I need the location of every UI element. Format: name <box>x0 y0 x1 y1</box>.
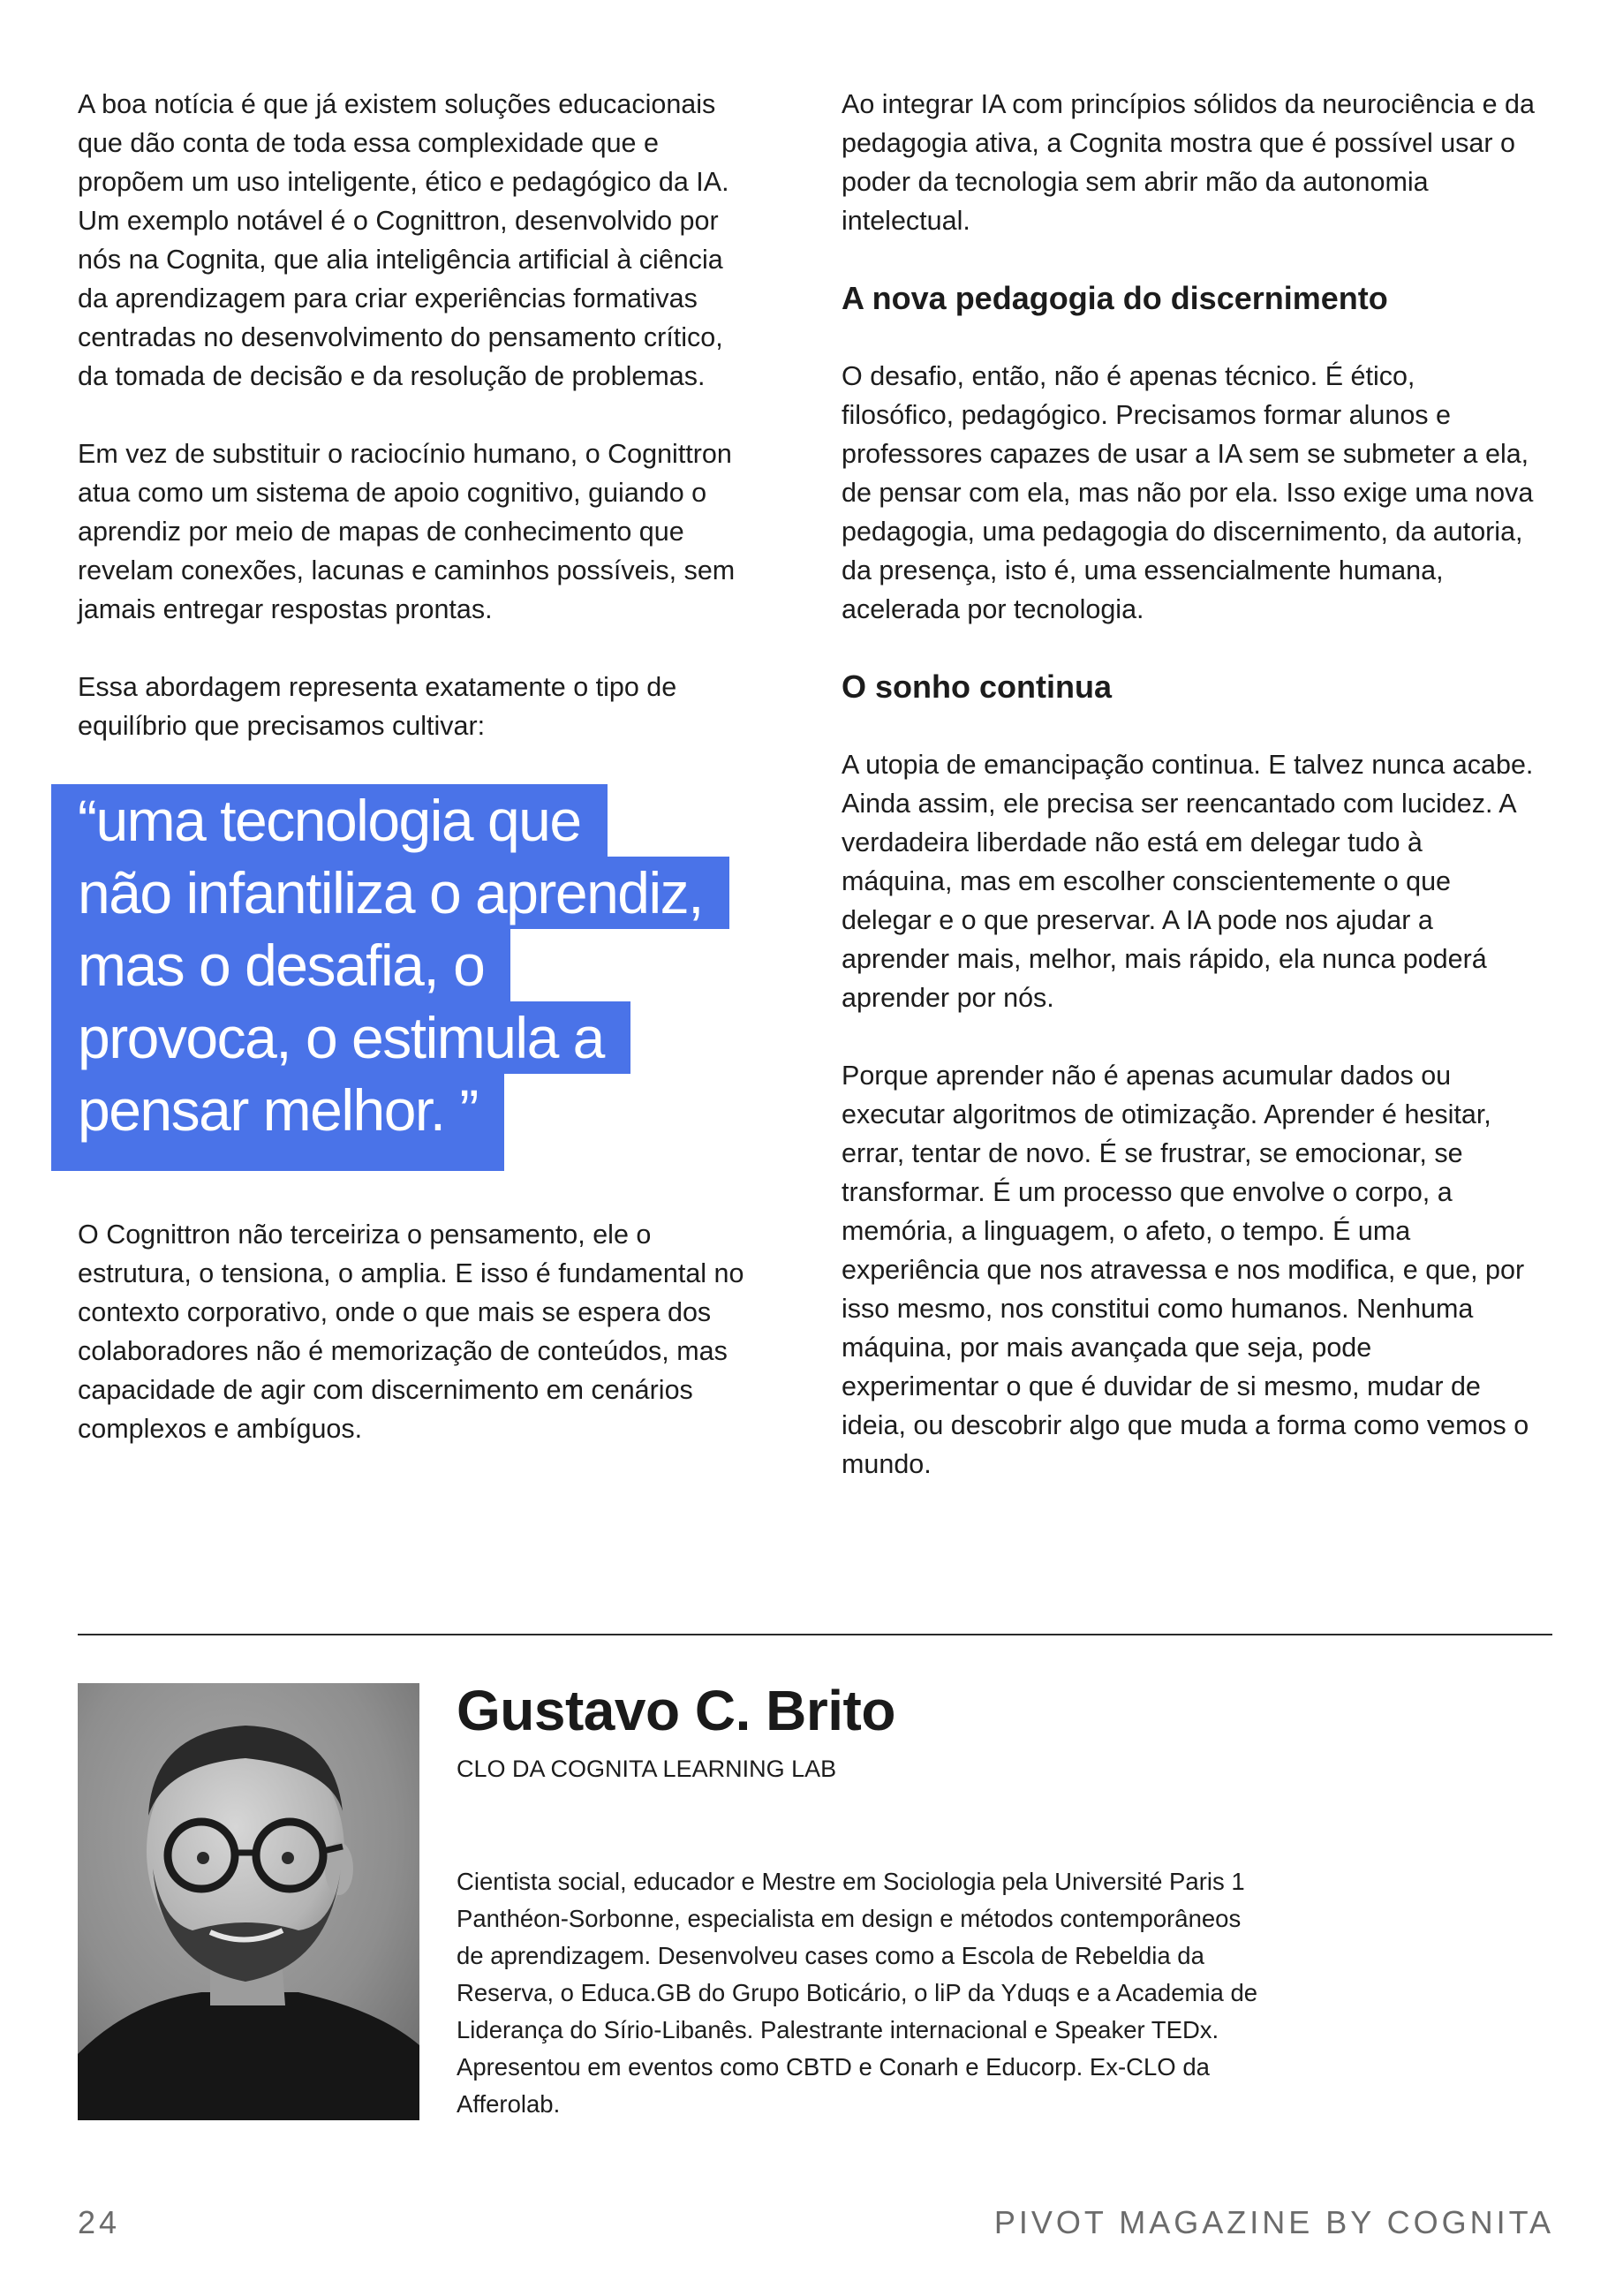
body-paragraph: Ao integrar IA com princípios sólidos da neurociência e da pedagogia ativa, a Cognita mostra que é possível usar o poder da tecnologia sem abrir mão da autonomia intelectual. <box>842 89 1535 236</box>
pull-quote <box>51 784 758 1171</box>
body-paragraph: A utopia de emancipação continua. E talvez nunca acabe. Ainda assim, ele precisa ser reencantado com lucidez. A verdadeira liberdade não está em delegar tudo à máquina, mas em escolher conscientemente o que delegar e o que preservar. A IA pode nos ajudar a aprender mais, melhor, mais rápido, ela nunca poderá aprender por nós. <box>842 750 1534 1013</box>
pull-quote-line: não infantiliza o aprendiz, <box>51 857 729 929</box>
section-divider <box>78 1634 1552 1635</box>
pull-quote-line: mas o desafia, o <box>51 929 510 1001</box>
author-photo <box>78 1683 419 2120</box>
body-paragraph: Essa abordagem representa exatamente o tipo de equilíbrio que precisamos cultivar: <box>78 672 677 741</box>
page-number: 24 <box>78 2204 121 2240</box>
section-heading: A nova pedagogia do discernimento <box>842 280 1388 316</box>
pull-quote-line: provoca, o estimula a <box>51 1001 630 1074</box>
body-paragraph: O Cognittron não terceiriza o pensamento, ele o estrutura, o tensiona, o amplia. E isso é fundamental no contexto corporativo, onde o que mais se espera dos colaboradores não é memorização de conteúdos, mas capacidade de agir com discernimento em cenários complexos e ambíguos. <box>78 1220 744 1444</box>
pull-quote-line: “uma tecnologia que <box>51 784 608 857</box>
body-paragraph: Em vez de substituir o raciocínio humano, o Cognittron atua como um sistema de apoio cognitivo, guiando o aprendiz por meio de mapas de conhecimento que revelam conexões, lacunas e caminhos possíveis, sem jamais entregar respostas prontas. <box>78 439 736 624</box>
right-column <box>842 85 1535 1522</box>
author-name: Gustavo C. Brito <box>457 1679 895 1742</box>
magazine-name: PIVOT MAGAZINE BY COGNITA <box>993 2204 1554 2240</box>
pull-quote-line: pensar melhor. ” <box>51 1074 504 1171</box>
body-paragraph: O desafio, então, não é apenas técnico. É ético, filosófico, pedagógico. Precisamos formar alunos e professores capazes de usar a IA sem se submeter a ela, de pensar com ela, mas não por ela. Isso exige uma nova pedagogia, uma pedagogia do discernimento, da autoria, da presença, isto é, uma essencialmente humana, acelerada por tecnologia. <box>842 361 1534 624</box>
body-paragraph: A boa notícia é que já existem soluções educacionais que dão conta de toda essa complexidade que e propõem um uso inteligente, ético e pedagógico da IA. Um exemplo notável é o Cognittron, desenvolvido por nós na Cognita, que alia inteligência artificial à ciência da aprendizagem para criar experiências formativas centradas no desenvolvimento do pensamento crítico, da tomada de decisão e da resolução de problemas. <box>78 89 729 391</box>
author-role: CLO DA COGNITA LEARNING LAB <box>457 1756 837 1782</box>
left-column <box>78 85 758 1487</box>
body-paragraph: Porque aprender não é apenas acumular dados ou executar algoritmos de otimização. Aprender é hesitar, errar, tentar de novo. É se frustrar, se emocionar, se transformar. É um processo que envolve o corpo, a memória, a linguagem, o afeto, o tempo. É uma experiência que nos atravessa e nos modifica, e que, por isso mesmo, nos constitui como humanos. Nenhuma máquina, por mais avançada que seja, pode experimentar o que é duvidar de si mesmo, mudar de ideia, ou descobrir algo que muda a forma como vemos o mundo. <box>842 1061 1529 1479</box>
section-heading: O sonho continua <box>842 668 1112 705</box>
author-bio: Cientista social, educador e Mestre em Sociologia pela Université Paris 1 Panthéon-Sorbonne, especialista em design e métodos contemporâneos de aprendizagem. Desenvolveu cases como a Escola de Rebeldia da Reserva, o Educa.GB do Grupo Boticário, o liP da Yduqs e a Academia de Liderança do Sírio-Libanês. Palestrante internacional e Speaker TEDx. Apresentou em eventos como CBTD e Conarh e Educorp. Ex-CLO da Afferolab. <box>457 1868 1258 2118</box>
